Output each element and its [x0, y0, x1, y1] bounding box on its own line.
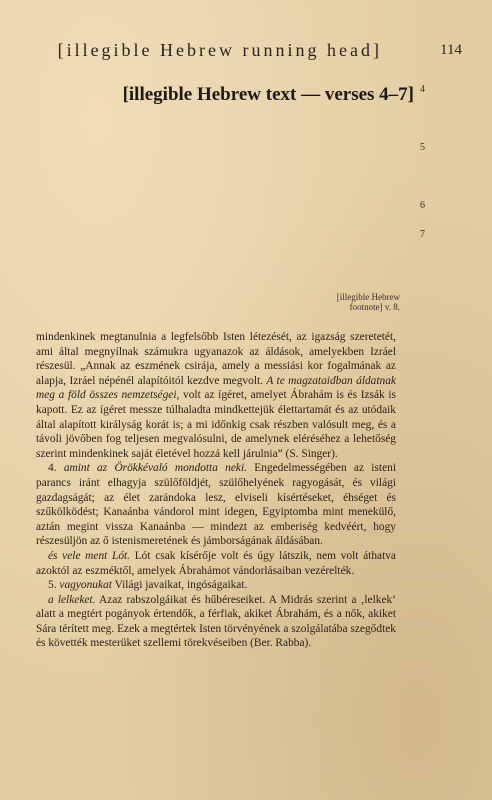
- commentary-paragraph: [36, 330, 396, 461]
- verse-number: 6: [420, 200, 425, 211]
- verse-number: 7: [420, 229, 425, 240]
- page-number: 114: [440, 42, 462, 58]
- commentary-paragraph: [36, 578, 396, 593]
- commentary-paragraph: [36, 593, 396, 651]
- hebrew-footnote: [illegible Hebrew footnote] v. 8.: [336, 292, 400, 312]
- commentary: [36, 330, 396, 651]
- verse-number: 4: [420, 84, 425, 95]
- verse-ref: 4.: [48, 462, 57, 475]
- commentary-quote: A te magzataidban áldatnak meg a föld összes nemzetségei,: [36, 374, 396, 402]
- commentary-text: Világi javaikat, ingóságaikat.: [114, 579, 248, 592]
- commentary-text: Engedelmességében az isteni parancs iránt elhagyja szülőföldjét, szülőhelyének ragyogását, és világi gazdagságát; az élet zarándoka lesz, elviseli kísértéseket, éhséget és szűkölködést; Kanaánba vándorol mint idegen, Egyiptomba mint menekülő, aztán megint vissza Kanaánba — mindezt az emberiség kedvéért, hogy részesüljön az ő istenismeretének és jámborságának áldásában.: [36, 462, 396, 548]
- commentary-lemma: amint az Örökkévaló mondotta neki.: [63, 462, 247, 475]
- hebrew-verses: [22, 80, 414, 109]
- page-header: [30, 40, 462, 66]
- commentary-paragraph: [36, 549, 396, 578]
- hebrew-text: [illegible Hebrew text — verses 4–7]: [122, 84, 414, 105]
- commentary-text: Azaz rabszolgáikat és hűbéreseiket. A Midrás szerint a ‚lelkek‘ alatt a megtért pogányok értendők, a férfiak, akiket Ábrahám, és a nők, akiket Sára térített meg. Ezek a megtértek Isten törvényének a szolgálatába szegődtek és követték mesterüket szellemi törekvéseiben (Ber. Rabba).: [36, 593, 396, 650]
- commentary-text: volt az ígéret, amelyet Ábrahám is és Izsák is kapott. Ez az ígéret messze túlhaladta mindkettejük élettartamát és az utódaik által alapított királyság korát is; a mi időnkig csak részben valósult meg, és a távoli jövőben fog teljesen megvalósulni, de amelynek eléréséhez a lehetőség szerint mindenkinek saját életével hozzá kell járulnia” (S. Singer).: [36, 389, 396, 460]
- commentary-lemma: a lelkeket.: [48, 593, 96, 606]
- commentary-text: mindenkinek megtanulnia a legfelsőbb Isten létezését, az igazság szeretetét, ami által megnyílnak számukra ugyanazok az áldások, amelyekben Izráel részesül. „Annak az eszmének csirája, amely a messiási kor fogalmának az alapja, Izráel népénél alapítóitól kezdve megvolt.: [36, 331, 396, 387]
- verse-number: 5: [420, 142, 425, 153]
- commentary-lemma: vagyonukat: [59, 579, 112, 592]
- commentary-lemma: és vele ment Lót.: [48, 549, 131, 562]
- commentary-text: Lót csak kísérője volt és úgy látszik, nem volt áthatva azoktól az eszméktől, amelyek Ábrahámot vándorlásaiban vezérelték.: [36, 549, 396, 577]
- running-head: [illegible Hebrew running head]: [57, 40, 382, 60]
- verse-ref: 5.: [48, 579, 57, 592]
- commentary-paragraph: [36, 461, 396, 549]
